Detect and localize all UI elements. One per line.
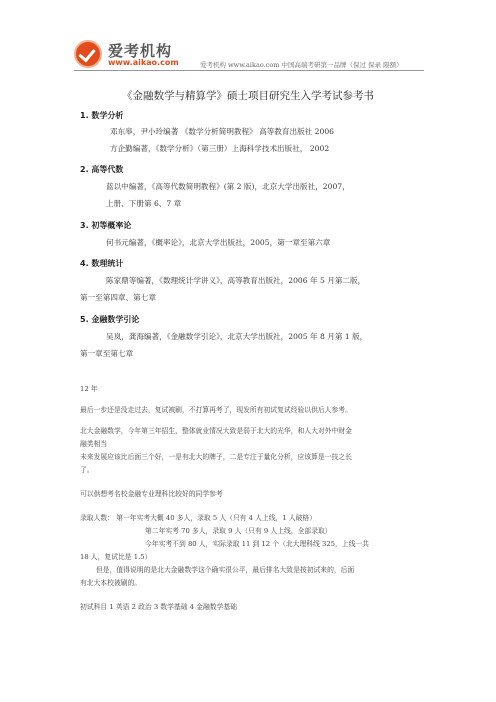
header-slogan: 爱考机构 www.aikao.com 中国高端考研第一品牌（保过 保录 限额） (200, 61, 403, 69)
page-header (0, 0, 496, 72)
reference-line: 方企勤编著，《数学分析》（第三册）上海科学技术出版社， 2002 (110, 144, 330, 153)
note-paragraph: 可以供想考名校金融专业理科比较好的同学参考 (80, 490, 223, 498)
exam-subjects: 初试科目 1 英语 2 政治 3 数学基础 4 金融数学基础 (80, 603, 237, 611)
section-heading: 4. 数理统计 (80, 259, 124, 268)
admission-stats: 录取人数： 第一年实考大概 40 多人，录取 5 人（只有 4 人上线，1 人破格） (80, 514, 317, 522)
section-heading: 5. 金融数学引论 (80, 315, 140, 324)
section-heading: 1. 数学分析 (80, 111, 124, 120)
logo-text: 爱考机构 (108, 42, 173, 60)
note-paragraph: 有北大本校被刷的。 (80, 579, 142, 587)
reference-line: 陈家鼎等编著，《数理统计学讲义》，高等教育出版社，2006 年 5 月第二版， (106, 276, 366, 285)
logo-url: www.aikao.com (108, 58, 179, 67)
note-paragraph: 融类相当 (80, 440, 108, 448)
reference-line: 上册、下册第 6、7 章 (106, 199, 182, 208)
section-heading: 2. 高等代数 (80, 165, 124, 174)
note-paragraph: 未来发展应该比后面三个好，一是有北大的牌子，二是专注于量化分析，应该算是一技之长 (80, 453, 352, 461)
header-divider (74, 70, 424, 71)
note-paragraph: 最后一步还是没走过去，复试被刷，不打算再考了，现发所有初试复试经验以供后人参考。 (80, 406, 352, 414)
reference-line: 邓东皋，尹小玲编著 《数学分析简明教程》 高等教育出版社 2006 (110, 127, 335, 136)
note-year: 12 年 (80, 385, 98, 393)
section-heading: 3. 初等概率论 (80, 221, 132, 230)
reference-line: 第一至第四章、第七章 (80, 293, 156, 302)
reference-line: 何书元编著，《概率论》，北京大学出版社，2005，第一章至第六章 (106, 238, 331, 247)
aikao-logo (74, 40, 198, 70)
reference-line: 吴岚，龚海编著，《金融数学引论》，北京大学出版社，2005 年 8 月第 1 版， (106, 332, 368, 341)
note-paragraph: 北大金融数学，今年第三年招生，整体就业情况大致是弱于北大的光华，和人大对外中财金 (80, 427, 352, 435)
note-paragraph: 了。 (80, 466, 94, 474)
admission-stats: 18 人，复试比是 1.5） (80, 553, 152, 561)
checkmark-logo-icon (74, 40, 102, 68)
reference-line: 蓝以中编著，《高等代数简明教程》(第 2 版)，北京大学出版社，2007， (106, 182, 350, 191)
document-title: 《金融数学与精算学》硕士项目研究生入学考试参考书 (122, 90, 374, 102)
admission-stats: 今年实考不到 80 人，实际录取 11 到 12 个（北大理科线 325，上线一共 (145, 540, 369, 548)
reference-line: 第一章至第七章 (80, 349, 134, 358)
admission-stats: 第二年实考 70 多人，录取 9 人（只有 9 人上线，全部录取） (145, 527, 332, 535)
note-paragraph: 但是，值得说明的是北大金融数学这个确实很公平，最后排名大致是按初试来的，后面 (96, 566, 355, 574)
